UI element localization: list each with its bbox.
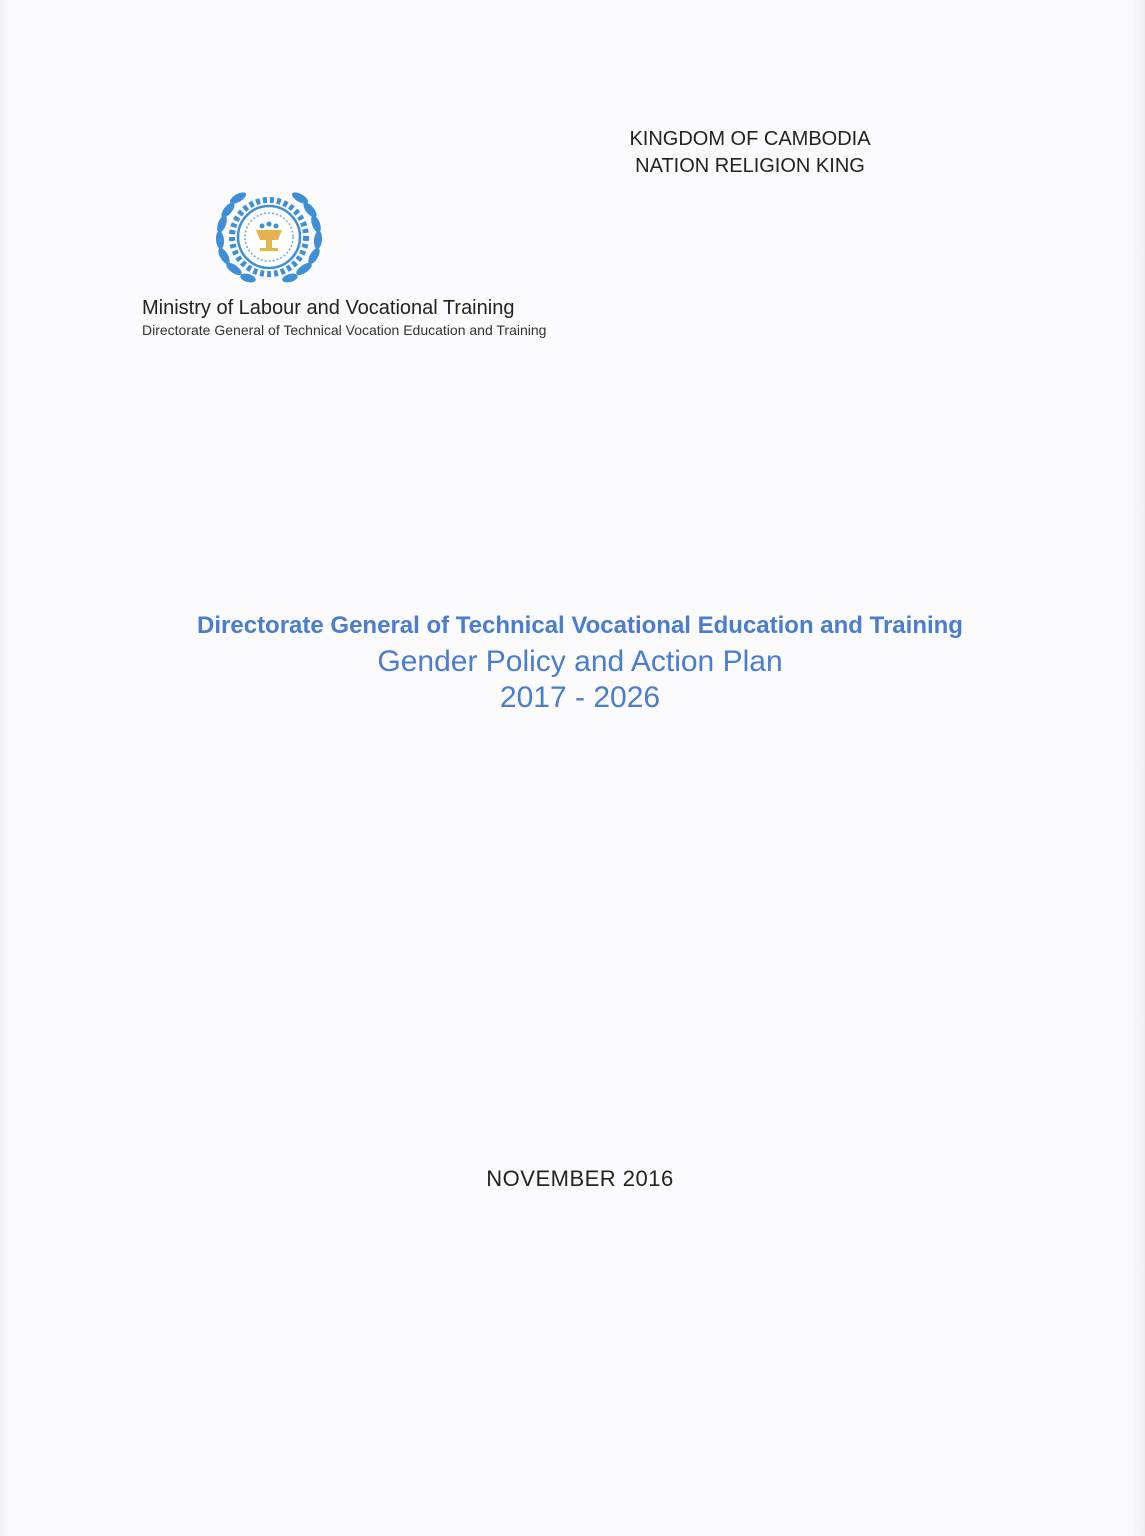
national-header <box>590 126 910 180</box>
publication-date: NOVEMBER 2016 <box>486 1166 674 1191</box>
country-name: KINGDOM OF CAMBODIA <box>629 128 871 150</box>
ministry-block <box>142 296 702 339</box>
policy-period: 2017 - 2026 <box>499 681 661 714</box>
department-name: Directorate General of Technical Vocation Education and Training <box>142 322 547 338</box>
scan-edge-left <box>0 0 8 1536</box>
document-title: Gender Policy and Action Plan <box>377 645 783 678</box>
scan-edge-right <box>1131 0 1145 1536</box>
organization-title: Directorate General of Technical Vocational Education and Training <box>197 612 963 639</box>
ministry-name: Ministry of Labour and Vocational Training <box>142 297 515 319</box>
ministry-seal-icon <box>206 180 332 290</box>
national-motto: NATION RELIGION KING <box>635 155 865 177</box>
document-title-block <box>80 610 1080 716</box>
